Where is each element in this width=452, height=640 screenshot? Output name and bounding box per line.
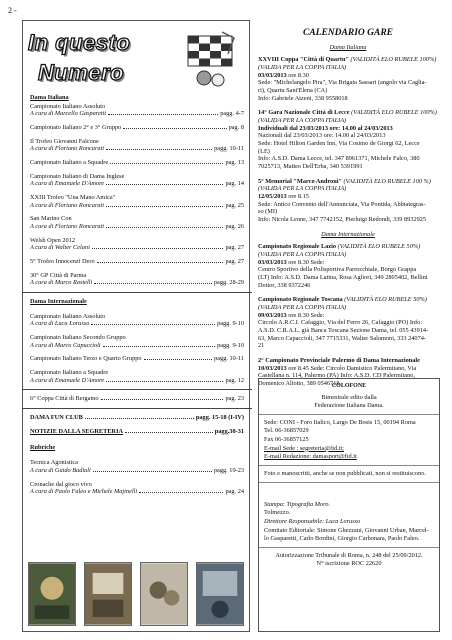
toc-entry-author: A cura di Luca Lorusso [30, 320, 90, 328]
section-divider [22, 292, 252, 293]
colofone-email-link[interactable]: E-mail Sede : segreteria@fid.it; [264, 444, 344, 452]
toc-entry-title: San Marino Con [30, 215, 72, 223]
toc-entry-page: pag. 27 [225, 258, 244, 266]
colofone-comitato: lo Gasparetti, Carlo Bordini, Giorgio Carbonara, Paolo Faleo. [264, 535, 420, 543]
event-validity: (VALIDITÀ ELO RUBELE 50%) (VALIDA PER LA COPPA ITALIA) [258, 243, 421, 259]
toc-entry[interactable] [30, 459, 244, 474]
event-name: 5° Memorial "Marco Androni" [258, 177, 342, 185]
toc-entry[interactable] [30, 194, 244, 209]
event-line: 63, Marco Capaccioli, 347 7715331, Walter Salomoni, 333 24074- [258, 334, 426, 342]
toc-entry-page: pag. 27 [225, 244, 244, 252]
toc-entry-author: A cura di Marco Rastelli [30, 279, 93, 287]
calendar-section-internazionale: Dama Internazionale [321, 230, 375, 238]
colofone-address: Sede: CONI - Foro Italico, Largo De Bosis 15, 00194 Roma [264, 418, 416, 426]
event-time: ore 8.30 [286, 71, 309, 79]
toc-entry-title: Campionato Italiano Terzo e Quarto Gruppo [30, 355, 142, 363]
event-date: 12/05/2013 [258, 193, 287, 200]
event-line: (LE) [258, 147, 270, 155]
event-line: A.S.D. C.R.A.L. già Banca Toscana Sezione Dama, tel. 055 43914- [258, 327, 429, 335]
toc-entry-fun-club[interactable] [30, 414, 244, 422]
event-line: Info: Nicola Leone, 347 7742152, Pierluigi Redondi, 339 8932925 [258, 216, 427, 224]
toc-entry-title: 5° Trofeo Innocenzi Dero [30, 258, 95, 266]
event-validity: (VALIDITÀ ELO RUBELE 50%) (VALIDA PER LA COPPA ITALIA) [258, 296, 427, 312]
header-line-2: Numero [38, 60, 125, 85]
colofone-roc: N° iscrizione ROC 22620 [316, 559, 382, 567]
toc-entry-title: Campionato Italiano Assoluto [30, 312, 106, 320]
toc-entry-title: Welsh Open 2012 [30, 236, 75, 244]
colofone-stampa: Stampa: Tipografia Moro. [264, 500, 331, 508]
event-date: 03/03/2013 [258, 71, 287, 79]
toc-entry-title: NOTIZIE DALLA SEGRETERIA [30, 427, 124, 435]
event-name: XXVIII Coppa "Città di Quartu" [258, 56, 349, 64]
section-divider [22, 408, 252, 409]
event-line: Sede: "Michelangelo Pira", Via Brigata Sassari (angolo via Caglia- [258, 79, 427, 87]
cover-thumbnail [140, 562, 188, 626]
header-line-1: In questo [28, 30, 131, 55]
colofone-direttore: Direttore Responsabile: Luca Lorusso [264, 518, 361, 526]
colofone-phone: Tel. 06-36857029 [264, 427, 309, 435]
page-number: 2 - [8, 6, 17, 15]
event-line: Centro Sportivo della Polisportiva Parrocchiale, Borgo Grappa [258, 266, 417, 274]
event-validity: (VALIDITÀ ELO RUBELE 100%) (VALIDA PER LA COPPA ITALIA) [258, 56, 437, 71]
toc-entry-page: pag. 8 [228, 124, 244, 132]
event-line: (LT) Info: A.S.D. Dama Latina, Rosa Agliori, 349 2805402, Bellini [258, 274, 428, 282]
toc-entry-page: pagg. 10-11 [214, 355, 244, 363]
event-name: Campionato Regionale Toscana [258, 296, 343, 304]
section-title-rubriche: Rubriche [30, 444, 56, 452]
toc-entry[interactable] [30, 334, 244, 349]
toc-entry-author: A cura di Floriano Roncarati [30, 223, 105, 231]
event-time: ore 8.45 Sede: Circolo Damistico Palermitano, Via [286, 364, 417, 372]
toc-entry[interactable] [30, 313, 244, 328]
toc-entry-title: DAMA FUN CLUB [30, 414, 83, 422]
toc-entry-page: pag. 26 [225, 223, 244, 231]
colofone-title: COLOFONE [331, 383, 367, 389]
table-of-contents [30, 94, 244, 496]
toc-entry-author: A cura di Emanuele D'Amore [30, 376, 105, 384]
toc-entry[interactable] [30, 395, 244, 403]
event-name: 2° Campionato Provinciale Palermo di Dama Internazionale [258, 357, 420, 365]
event-name: Campionato Regionale Lazio [258, 243, 337, 251]
colofone-photos-note: Foto e manoscritti, anche se non pubblicati, non si restituiscono. [264, 470, 426, 478]
toc-entry-page: pag. 25 [225, 201, 244, 209]
colofone-intro: Federazione Italiana Dama. [314, 401, 384, 409]
toc-entry-title: Campionato Italiano a Squadre [30, 369, 109, 377]
toc-entry[interactable] [30, 103, 244, 118]
section-title-dama-italiana: Dama Italiana [30, 94, 69, 101]
toc-entry[interactable] [30, 258, 244, 266]
event-entry [258, 296, 438, 350]
colofone-divider [259, 465, 439, 466]
toc-entry-author: A cura di Emanuele D'Amore [30, 180, 105, 188]
toc-entry-page: pagg. 28-29 [213, 279, 244, 287]
event-line: Sede: Hotel Hilton Garden Inn, Via Cosimo de Giorgi 62, Lecce [258, 139, 420, 147]
event-date: 09/03/2013 [258, 311, 287, 319]
toc-entry-title: Campionato Italiano Secondo Gruppo [30, 334, 126, 342]
toc-entry-segreteria[interactable] [30, 428, 244, 436]
event-line: Info: Gabriele Atzeni, 338 9558018 [258, 94, 348, 102]
toc-entry-author: A cura di Marco Capuccioli [30, 341, 101, 349]
toc-entry-title: Tecnica Agonistica [30, 459, 78, 467]
event-time: ore 8.15 [286, 193, 309, 200]
event-time: ore 8.30 Sede: [286, 311, 325, 319]
toc-entry[interactable] [30, 369, 244, 384]
event-line: Info: A.S.D. Dama Lecce, tel. 347 8961371, Michele Falco, 380 [258, 155, 420, 163]
colofone-intro: Bimestrale edito dalla [321, 394, 377, 402]
event-entry [258, 178, 438, 224]
event-time: ore 8.30 Sede: [286, 258, 325, 266]
event-line: 21 [258, 342, 265, 350]
toc-entry-author: A cura di Guido Badiali [30, 466, 91, 474]
toc-entry-page: pagg.30-31 [214, 427, 244, 435]
colofone-email-redazione-link[interactable]: E-mail Redazione: damasport@fid.it [264, 453, 357, 461]
event-validity: (VALIDITÀ ELO RUBELE 100%) (VALIDA PER LA COPPA ITALIA) [258, 109, 437, 124]
colofone-tribunale: Autorizzazione Tribunale di Roma, n. 248 del 25/09/2012. [275, 552, 423, 560]
toc-entry-author: A cura di Floriano Roncarati [30, 201, 105, 209]
toc-entry[interactable] [30, 173, 244, 188]
event-line: Castellana n. 114, Palermo (PA) Info: A.S.D. CD Palermitano, [258, 372, 415, 380]
event-entry [258, 243, 438, 289]
toc-entry-title: Campionato Italiano di Dama Inglese [30, 172, 125, 180]
calendar-section-italiana: Dama Italiana [329, 43, 367, 51]
cover-thumbnails [28, 562, 244, 626]
checkers-board-illustration [182, 28, 238, 90]
section-title-dama-internazionale: Dama Internazionale [30, 298, 87, 306]
toc-entry[interactable] [30, 159, 244, 167]
colofone-divider [259, 547, 439, 548]
toc-entry-author: A cura di Floriano Roncarati [30, 145, 105, 153]
toc-entry-title: Campionato Italiano 2° e 3° Gruppo [30, 124, 122, 132]
toc-entry-page: pag. 23 [225, 395, 244, 403]
toc-entry-author: A cura di Paolo Faleo e Michele Majinelli [30, 488, 138, 496]
event-line: Domenico Aliotto, 389 0546718 [258, 380, 340, 388]
toc-entry-title: XXIII Trofeo "Una Mano Amica" [30, 194, 116, 202]
toc-entry-title: Il Trofeo Giovanni Falcone [30, 137, 99, 145]
colofone-comitato: Comitato Editoriale: Simone Ghezzani, Giovanni Urban, Marcel- [264, 526, 429, 534]
toc-entry-page: pagg. 15-18 (I-IV) [195, 414, 244, 422]
toc-entry-page: pag. 12 [225, 376, 244, 384]
event-date: 03/03/2013 [258, 258, 287, 266]
toc-entry-page: pagg. 9-10 [217, 320, 244, 328]
toc-entry-title: 30° GP Città di Parma [30, 271, 87, 279]
event-entry [258, 56, 438, 102]
toc-entry-title: Campionato Italiano Assoluto [30, 102, 106, 110]
event-line: Nazionali dal 23/03/2013 ore: 14.00 al 24/03/2013 [258, 132, 386, 140]
toc-entry[interactable] [30, 215, 244, 230]
toc-entry-page: pag. 24 [225, 488, 244, 496]
toc-entry[interactable] [30, 138, 244, 153]
toc-entry-page: pag. 14 [225, 180, 244, 188]
calendar-column [258, 28, 438, 395]
colofone-fax: Fax 06-36857125 [264, 436, 309, 443]
toc-entry[interactable] [30, 237, 244, 252]
toc-entry-title: Cronache dal gioco vivo [30, 480, 92, 488]
section-divider [22, 389, 252, 390]
event-date: 10/03/2013 [258, 364, 287, 372]
cover-thumbnail [28, 562, 76, 626]
colofone-divider [259, 482, 439, 483]
event-line: Circolo A.R.C.I. Cafaggio, Via del Ferro 26, Cafaggio (PO) Info: [258, 319, 423, 327]
toc-entry-title: 6° Coppa Città di Bergamo [30, 395, 99, 403]
event-date: Individuali dal 23/03/2013 ore: 14.00 al 24/03/2013 [258, 124, 393, 132]
event-line: 7025713, Matteo Dell'Erba, 340 5391991 [258, 162, 363, 170]
colofone-city: Tolmezzo. [264, 509, 291, 517]
toc-entry-page: pagg. 10-11 [214, 145, 244, 153]
cover-thumbnail [84, 562, 132, 626]
colofone-divider [259, 414, 439, 415]
toc-entry-page: pagg. 9-10 [217, 341, 244, 349]
toc-entry-page: pagg. 19-23 [213, 466, 244, 474]
toc-entry[interactable] [30, 272, 244, 287]
toc-header [28, 26, 168, 92]
toc-entry-page: pag. 13 [225, 159, 244, 167]
event-line: Sede: Antico Convento dell'Annunciata, Via Pontida, Abbiategras- [258, 200, 426, 208]
toc-entry-page: pagg. 4-7 [220, 110, 244, 118]
toc-entry-author: A cura di Walter Celani [30, 244, 90, 252]
toc-entry[interactable] [30, 355, 244, 363]
toc-entry[interactable] [30, 124, 244, 132]
cover-thumbnail [196, 562, 244, 626]
calendar-title: CALENDARIO GARE [302, 28, 393, 38]
event-line: ri), Quartu Sant'Elena (CA) [258, 86, 328, 94]
event-line: Dottor, 338 9372246 [258, 281, 311, 289]
event-validity: (VALIDITÀ ELO RUBELE 100 %) (VALIDA PER LA COPPA ITALIA) [258, 177, 431, 193]
toc-entry[interactable] [30, 481, 244, 496]
colofone-box [258, 378, 440, 632]
event-entry [258, 109, 438, 170]
toc-entry-title: Campionato Italiano a Squadre [30, 159, 109, 167]
toc-entry-author: A cura di Marcello Gasparetti [30, 110, 107, 118]
event-name: 14° Gara Nazionale Città di Lecce [258, 109, 350, 117]
event-line: so (MI) [258, 208, 278, 216]
